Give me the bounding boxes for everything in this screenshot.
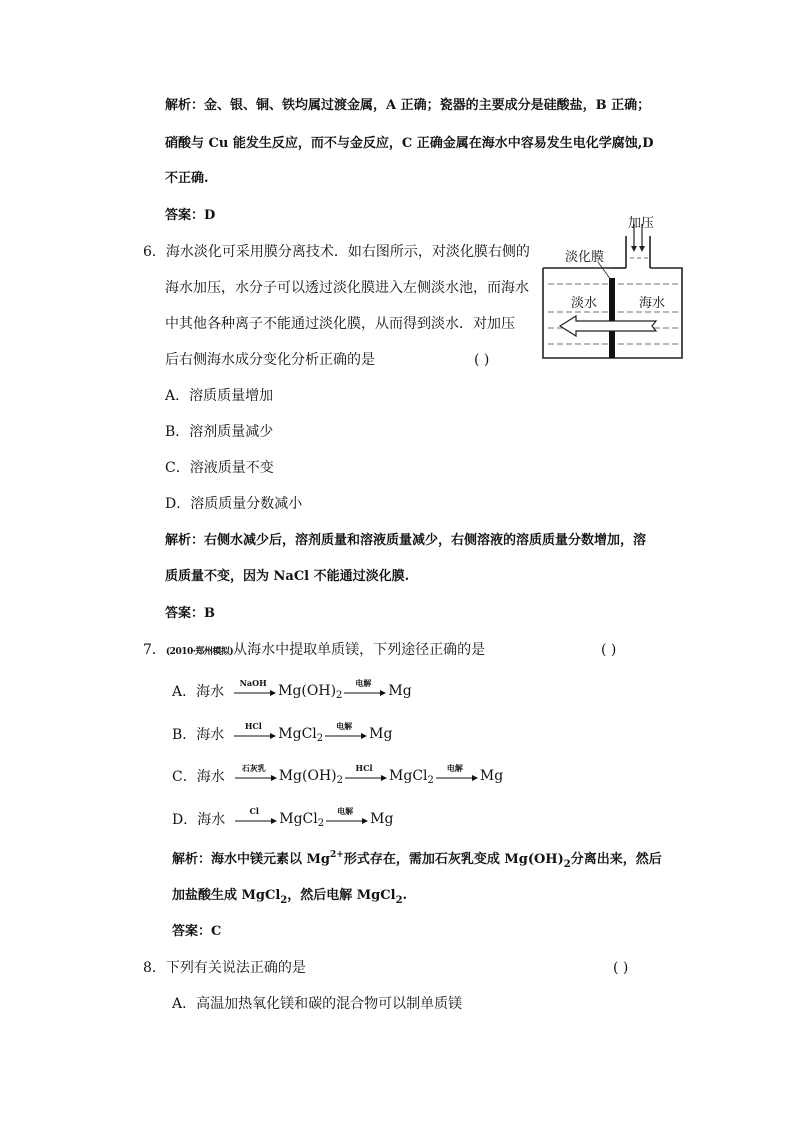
membrane-label: 淡化膜 [565, 250, 605, 265]
arrow-condition: HCl [355, 763, 373, 773]
option-letter: C． [172, 769, 197, 785]
arrow-condition: 电解 [355, 678, 372, 688]
analysis-text: 形式存在，需加石灰乳变成 Mg(OH) [343, 852, 564, 867]
reactant: 海水 [196, 684, 225, 700]
subscript: 2 [316, 732, 324, 744]
subscript: 2 [395, 895, 403, 906]
intermediate: Mg(OH) [278, 768, 337, 784]
pressure-label: 加压 [628, 216, 655, 231]
arrow-condition: Cl [249, 806, 259, 816]
q7-option-b [172, 721, 393, 744]
product: Mg [369, 726, 393, 742]
q6-stem-line4: 后右侧海水成分变化分析正确的是 [165, 352, 375, 368]
q8-option-a: A．高温加热氧化镁和碳的混合物可以制单质镁 [172, 996, 463, 1012]
q6-analysis-line1: 解析：右侧水减少后，溶剂质量和溶液质量减少，右侧溶液的溶质质量分数增加，溶 [165, 533, 647, 548]
analysis-text: . [402, 888, 408, 903]
intermediate: MgCl [279, 811, 318, 827]
q6-answer-blank: ( ) [474, 352, 490, 368]
option-letter: A． [172, 684, 197, 700]
option-letter: B． [172, 727, 197, 743]
intermediate: MgCl [278, 726, 317, 742]
q8-stem: 8．下列有关说法正确的是 [143, 960, 306, 976]
reactant: 海水 [196, 769, 225, 785]
q6-option-b: B．溶剂质量减少 [165, 424, 274, 440]
q6-answer: 答案：B [165, 606, 215, 621]
reactant: 海水 [196, 727, 225, 743]
product: Mg [479, 768, 504, 784]
reaction-arrow [235, 806, 277, 829]
analysis-text: 加盐酸生成 MgCl [172, 888, 281, 903]
reaction-arrow [234, 721, 276, 744]
intermediate: Mg(OH) [278, 683, 337, 699]
subscript: 2 [280, 895, 288, 906]
q5-analysis-line1: 解析：金、银、铜、铁均属过渡金属，A 正确；瓷器的主要成分是硅酸盐，B 正确； [165, 98, 651, 113]
q5-answer: 答案：D [165, 208, 216, 223]
q7-source: (2010·郑州模拟) [165, 647, 234, 657]
product: Mg [370, 811, 394, 827]
arrow-condition: 电解 [446, 763, 463, 773]
subscript: 2 [427, 774, 434, 786]
q8-answer-blank: ( ) [613, 960, 629, 976]
q7-question: 从海水中提取单质镁，下列途径正确的是 [233, 642, 486, 658]
reaction-arrow [344, 678, 386, 701]
subscript: 2 [317, 817, 325, 829]
q7-option-d [172, 806, 394, 829]
reaction-arrow [235, 763, 277, 786]
intermediate-2: MgCl [389, 768, 428, 784]
subscript: 2 [336, 689, 343, 701]
q7-stem [143, 640, 485, 662]
arrow-condition: NaOH [239, 678, 267, 688]
q7-analysis-line2 [172, 886, 407, 907]
q7-answer: 答案：C [172, 924, 222, 939]
q5-analysis-line2: 硝酸与 Cu 能发生反应，而不与金反应，C 正确金属在海水中容易发生电化学腐蚀,D [165, 136, 654, 151]
membrane-diagram [540, 208, 700, 368]
q6-option-a: A．溶质质量增加 [165, 388, 274, 404]
reaction-arrow [345, 763, 387, 786]
q6-option-c: C．溶液质量不变 [165, 460, 274, 476]
q6-analysis-line2: 质质量不变，因为 NaCl 不能通过淡化膜. [165, 569, 410, 584]
sea-water-label: 海水 [638, 292, 666, 311]
reaction-arrow [234, 678, 276, 701]
q7-option-c [172, 763, 504, 786]
reaction-arrow [325, 721, 367, 744]
reactant: 海水 [197, 812, 226, 828]
analysis-text: ，然后电解 MgCl [287, 888, 396, 903]
arrow-condition: 电解 [336, 721, 353, 731]
subscript: 2 [563, 859, 571, 870]
arrow-condition: 石灰乳 [241, 763, 266, 773]
q6-stem-line3: 中其他各种离子不能通过淡化膜，从而得到淡水．对加压 [165, 316, 515, 332]
q7-option-a [172, 678, 412, 701]
reaction-arrow [326, 806, 368, 829]
q5-analysis-line3: 不正确. [165, 171, 209, 186]
q7-answer-blank: ( ) [601, 642, 617, 658]
q7-number: 7． [143, 642, 166, 658]
reaction-arrow [436, 763, 478, 786]
arrow-condition: 电解 [337, 806, 354, 816]
q6-stem-line1: 6．海水淡化可采用膜分离技术．如右图所示，对淡化膜右侧的 [143, 244, 530, 260]
q7-analysis-line1 [172, 850, 662, 871]
analysis-text: 分离出来，然后 [570, 852, 662, 867]
q6-option-d: D．溶质质量分数减小 [165, 496, 303, 512]
q6-membrane-figure [540, 208, 700, 368]
analysis-text: 解析：海水中镁元素以 Mg [172, 852, 331, 867]
option-letter: D． [172, 812, 198, 828]
subscript: 2 [336, 774, 344, 786]
q6-stem-line2: 海水加压，水分子可以透过淡化膜进入左侧淡水池，而海水 [165, 280, 529, 296]
superscript: 2+ [330, 850, 344, 860]
fresh-water-label: 淡水 [570, 292, 598, 311]
product: Mg [388, 683, 412, 699]
arrow-condition: HCl [244, 721, 262, 731]
